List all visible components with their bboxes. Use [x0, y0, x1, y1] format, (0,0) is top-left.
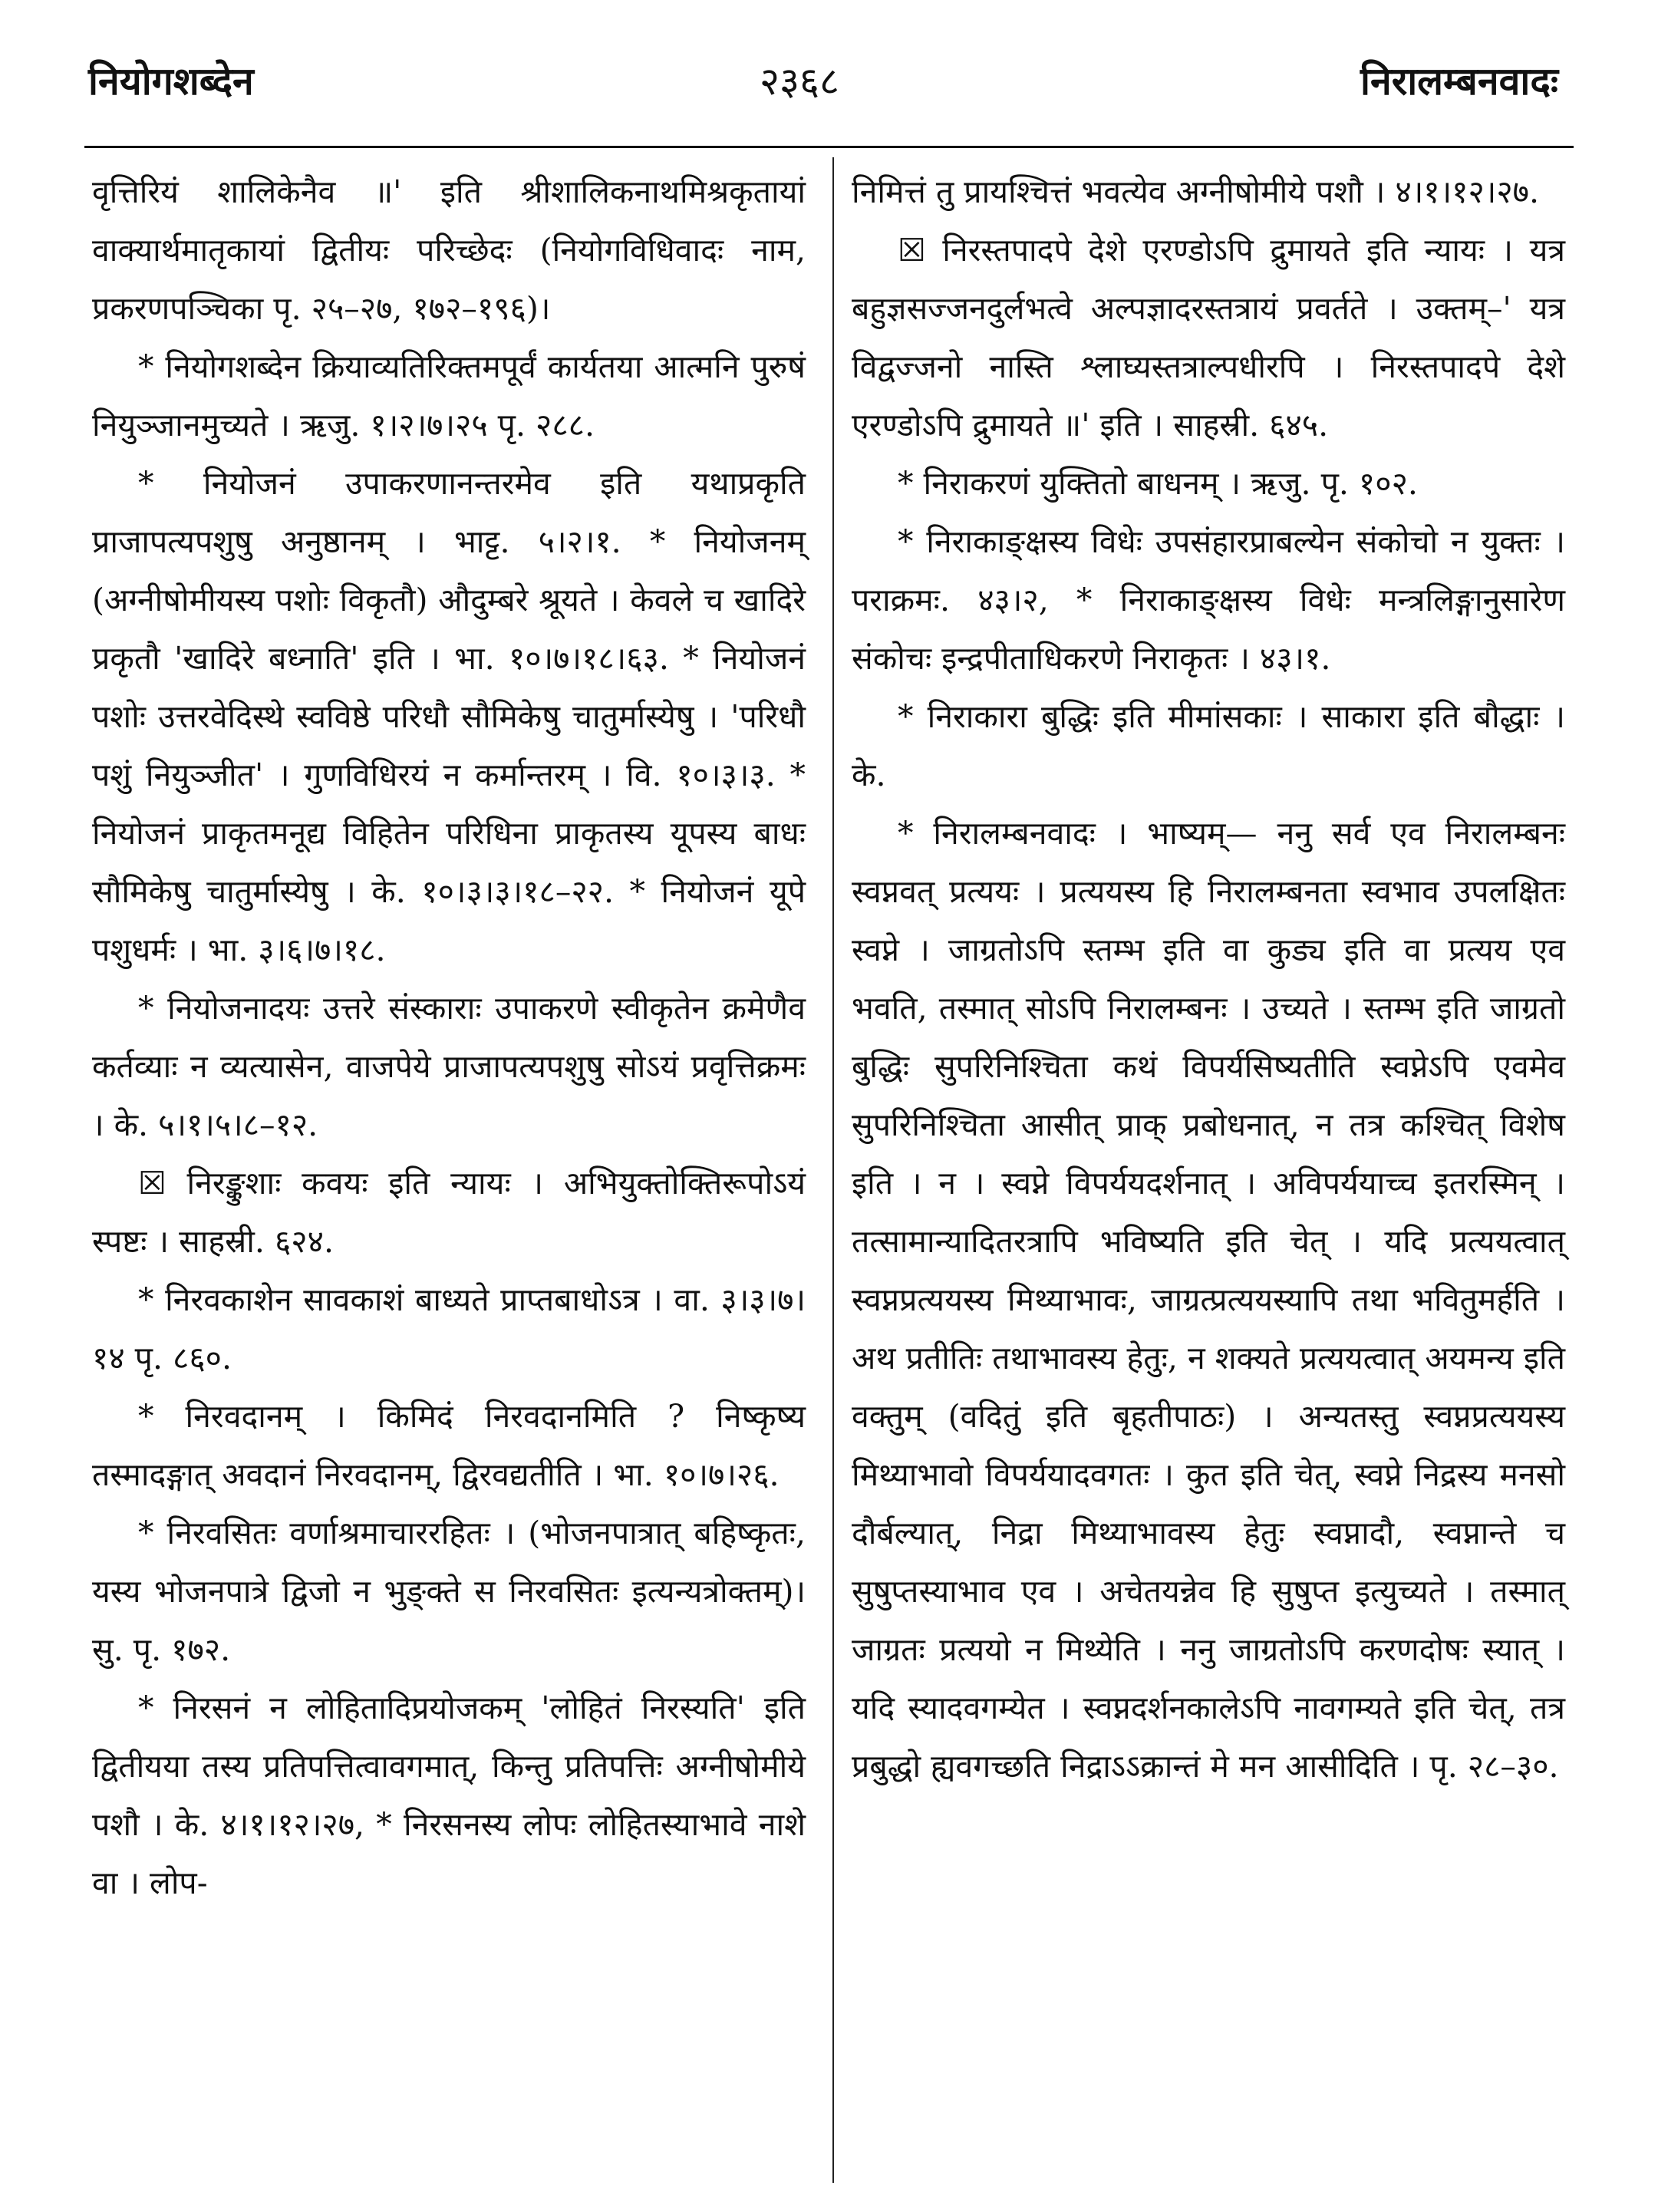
entry-paragraph: * निराकारा बुद्धिः इति मीमांसकाः । साकारा इति बौद्धाः । के. — [852, 698, 1565, 793]
entry-paragraph: * निरालम्बनवादः । भाष्यम्— ननु सर्व एव निरालम्बनः स्वप्नवत् प्रत्ययः । प्रत्ययस्य हि निरालम्बनता स्वभाव उपलक्षितः स्वप्ने । जाग्रतोऽपि स्तम्भ इति वा कुड्य इति वा प्रत्यय एव भवति, तस्मात् सोऽपि निरालम्बनः । उच्यते । स्तम्भ इति जाग्रतो बुद्धिः सुपरिनिश्चिता कथं विपर्यसिष्यतीति स्वप्नेऽपि एवमेव सुपरिनिश्चिता आसीत् प्राक् प्रबोधनात्, न तत्र कश्चित् विशेष इति । न । स्वप्ने विपर्ययदर्शनात् । अविपर्ययाच्च इतरस्मिन् । तत्सामान्यादितरत्रापि भविष्यति इति चेत् । यदि प्रत्ययत्वात् स्वप्नप्रत्ययस्य मिथ्याभावः, जाग्रत्प्रत्ययस्यापि तथा भवितुमर्हति । अथ प्रतीतिः तथाभावस्य हेतुः, न शक्यते प्रत्ययत्वात् अयमन्य इति वक्तुम् (वदितुं इति बृहतीपाठः) । अन्यतस्तु स्वप्नप्रत्ययस्य मिथ्याभावो विपर्ययादवगतः । कुत इति चेत्, स्वप्ने निद्रस्य मनसो दौर्बल्यात्, निद्रा मिथ्याभावस्य हेतुः स्वप्नादौ, स्वप्नान्ते च सुषुप्तस्याभाव एव । अचेतयन्नेव हि सुषुप्त इत्युच्यते । तस्मात् जाग्रतः प्रत्ययो न मिथ्येति । ननु जाग्रतोऽपि करणदोषः स्यात् । यदि स्यादवगम्येत । स्वप्नदर्शनकालेऽपि नावगम्यते इति चेत्, तत्र प्रबुद्धो ह्यवगच्छति निद्राऽऽक्रान्तं मे मन आसीदिति । पृ. २८–३०. — [852, 815, 1565, 1785]
entry-paragraph: * निरवदानम् । किमिदं निरवदानमिति ? निष्कृष्य तस्मादङ्गात् अवदानं निरवदानम्, द्विरवद्यतीति । भा. १०।७।२६. — [92, 1398, 806, 1493]
entry-paragraph: * निराकरणं युक्तितो बाधनम् । ऋजु. पृ. १०२. — [898, 465, 1418, 502]
page-number: २३६८ — [760, 59, 839, 104]
entry-paragraph: ☒ निरङ्कुशाः कवयः इति न्यायः । अभियुक्तोक्तिरूपोऽयं स्पष्टः । साहस्री. ६२४. — [92, 1165, 806, 1260]
running-head-left: नियोगशब्देन — [88, 58, 254, 104]
entry-paragraph: वृत्तिरियं शालिकेनैव ॥' इति श्रीशालिकनाथमिश्रकृतायां वाक्यार्थमातृकायां द्वितीयः परिच्छेदः (नियोगविधिवादः नाम, प्रकरणपञ्चिका पृ. २५–२७, १७२–१९६)। — [92, 173, 806, 327]
column-divider — [832, 157, 834, 2183]
entry-paragraph: निमित्तं तु प्रायश्चित्तं भवत्येव अग्नीषोमीये पशौ । ४।१।१२।२७. — [852, 173, 1540, 210]
left-column — [92, 163, 806, 1912]
entry-paragraph: * नियोजनं उपाकरणानन्तरमेव इति यथाप्रकृति प्राजापत्यपशुषु अनुष्ठानम् । भाट्ट. ५।२।१. * नियोजनम् (अग्नीषोमीयस्य पशोः विकृतौ) औदुम्बरे श्रूयते । केवले च खादिरे प्रकृतौ 'खादिरे बध्नाति' इति । भा. १०।७।१८।६३. * नियोजनं पशोः उत्तरवेदिस्थे स्वविष्ठे परिधौ सौमिकेषु चातुर्मास्येषु । 'परिधौ पशुं नियुञ्जीत' । गुणविधिरयं न कर्मान्तरम् । वि. १०।३।३. * नियोजनं प्राकृतमनूद्य विहितेन परिधिना प्राकृतस्य यूपस्य बाधः सौमिकेषु चातुर्मास्येषु । के. १०।३।३।१८–२२. * नियोजनं यूपे पशुधर्मः । भा. ३।६।७।१८. — [92, 465, 806, 968]
entry-paragraph: * नियोजनादयः उत्तरे संस्काराः उपाकरणे स्वीकृतेन क्रमेणैव कर्तव्याः न व्यत्यासेन, वाजपेये प्राजापत्यपशुषु सोऽयं प्रवृत्तिक्रमः । के. ५।१।५।८–१२. — [92, 990, 806, 1143]
entry-paragraph: * निरसनं न लोहितादिप्रयोजकम् 'लोहितं निरस्यति' इति द्वितीयया तस्य प्रतिपत्तित्वावगमात्, किन्तु प्रतिपत्तिः अग्नीषोमीये पशौ । के. ४।१।१२।२७, * निरसनस्य लोपः लोहितस्याभावे नाशे वा । लोप- — [92, 1689, 806, 1901]
entry-paragraph: * निराकाङ्क्षस्य विधेः उपसंहारप्राबल्येन संकोचो न युक्तः । पराक्रमः. ४३।२, * निराकाङ्क्षस्य विधेः मन्त्रलिङ्गानुसारेण संकोचः इन्द्रपीताधिकरणे निराकृतः । ४३।१. — [852, 523, 1565, 677]
running-head-right: निरालम्बनवादः — [1360, 58, 1558, 104]
header-rule — [84, 146, 1574, 148]
entry-paragraph: ☒ निरस्तपादपे देशे एरण्डोऽपि द्रुमायते इति न्यायः । यत्र बहुज्ञसज्जनदुर्लभत्वे अल्पज्ञादरस्तत्रायं प्रवर्तते । उक्तम्–' यत्र विद्वज्जनो नास्ति श्लाघ्यस्तत्राल्पधीरपि । निरस्तपादपे देशे एरण्डोऽपि द्रुमायते ॥' इति । साहस्री. ६४५. — [852, 232, 1565, 443]
entry-paragraph: * नियोगशब्देन क्रियाव्यतिरिक्तमपूर्वं कार्यतया आत्मनि पुरुषं नियुञ्जानमुच्यते । ऋजु. १।२।७।२५ पृ. २८८. — [92, 348, 806, 443]
right-column — [852, 163, 1565, 1795]
entry-paragraph: * निरवकाशेन सावकाशं बाध्यते प्राप्तबाधोऽत्र । वा. ३।३।७।१४ पृ. ८६०. — [92, 1281, 806, 1376]
entry-paragraph: * निरवसितः वर्णाश्रमाचाररहितः । (भोजनपात्रात् बहिष्कृतः, यस्य भोजनपात्रे द्विजो न भुङ्क्ते स निरवसितः इत्यन्यत्रोक्तम्)। सु. पृ. १७२. — [92, 1515, 806, 1668]
